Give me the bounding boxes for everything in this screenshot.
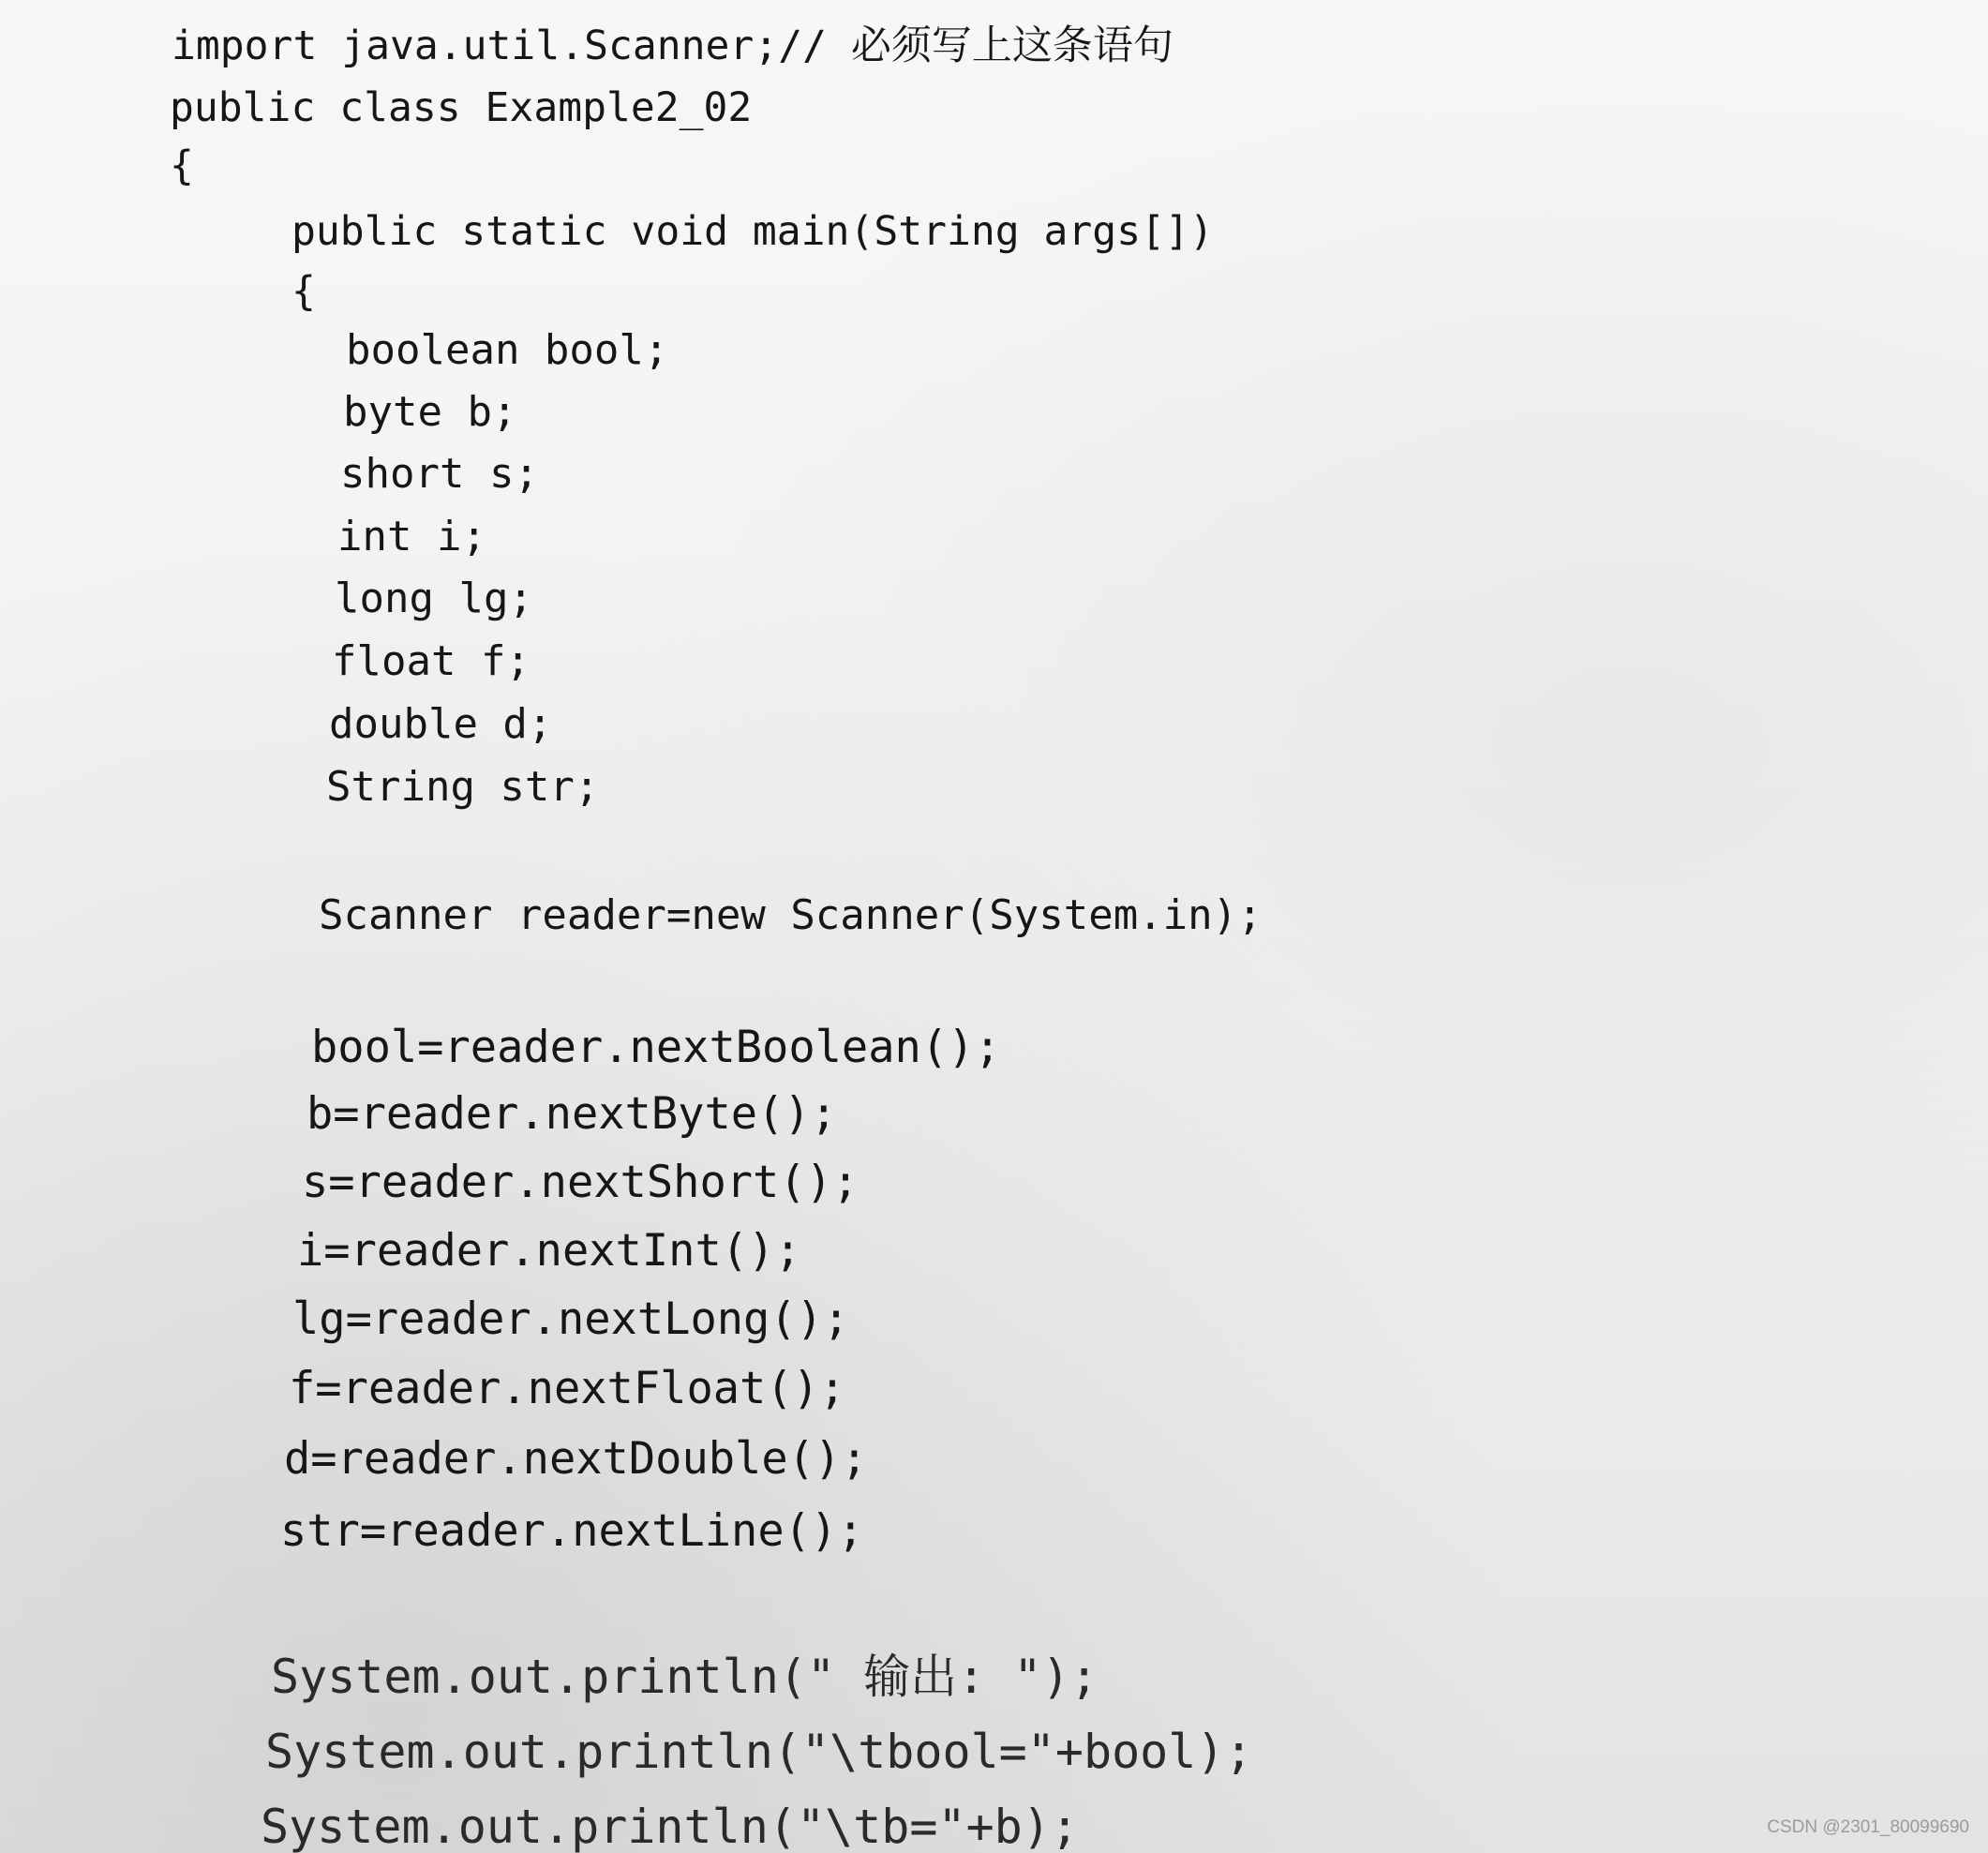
code-line-print-header: System.out.println(" 输出: "); bbox=[271, 1650, 1099, 1704]
code-line-declare-byte: byte b; bbox=[343, 388, 517, 436]
code-line-read-double: d=reader.nextDouble(); bbox=[284, 1433, 868, 1485]
code-line-class-declaration: public class Example2_02 bbox=[170, 84, 753, 131]
code-line-declare-long: long lg; bbox=[335, 575, 533, 622]
code-line-print-bool: System.out.println("\tbool="+bool); bbox=[265, 1725, 1253, 1779]
code-line-read-int: i=reader.nextInt(); bbox=[297, 1225, 801, 1277]
csdn-watermark: CSDN @2301_80099690 bbox=[1767, 1817, 1969, 1837]
code-line-read-short: s=reader.nextShort(); bbox=[302, 1157, 859, 1208]
code-line-declare-bool: boolean bool; bbox=[346, 326, 669, 374]
code-line-declare-int: int i; bbox=[337, 513, 486, 560]
code-line-class-open-brace: { bbox=[170, 142, 194, 189]
code-line-declare-short: short s; bbox=[340, 450, 539, 498]
code-line-import: import java.util.Scanner;// 必须写上这条语句 bbox=[172, 22, 1173, 69]
code-line-scanner-init: Scanner reader=new Scanner(System.in); bbox=[319, 891, 1263, 939]
code-line-read-bool: bool=reader.nextBoolean(); bbox=[311, 1022, 1001, 1073]
code-line-read-byte: b=reader.nextByte(); bbox=[306, 1088, 837, 1140]
code-line-read-long: lg=reader.nextLong(); bbox=[292, 1293, 850, 1345]
code-line-read-string: str=reader.nextLine(); bbox=[280, 1505, 864, 1557]
code-line-declare-float: float f; bbox=[332, 637, 531, 685]
code-line-method-open-brace: { bbox=[291, 268, 316, 315]
code-line-print-byte: System.out.println("\tb="+b); bbox=[261, 1800, 1079, 1853]
code-line-read-float: f=reader.nextFloat(); bbox=[289, 1363, 846, 1414]
code-line-declare-double: double d; bbox=[329, 700, 553, 748]
code-line-main-method: public static void main(String args[]) bbox=[291, 208, 1214, 255]
code-line-declare-string: String str; bbox=[326, 763, 600, 811]
